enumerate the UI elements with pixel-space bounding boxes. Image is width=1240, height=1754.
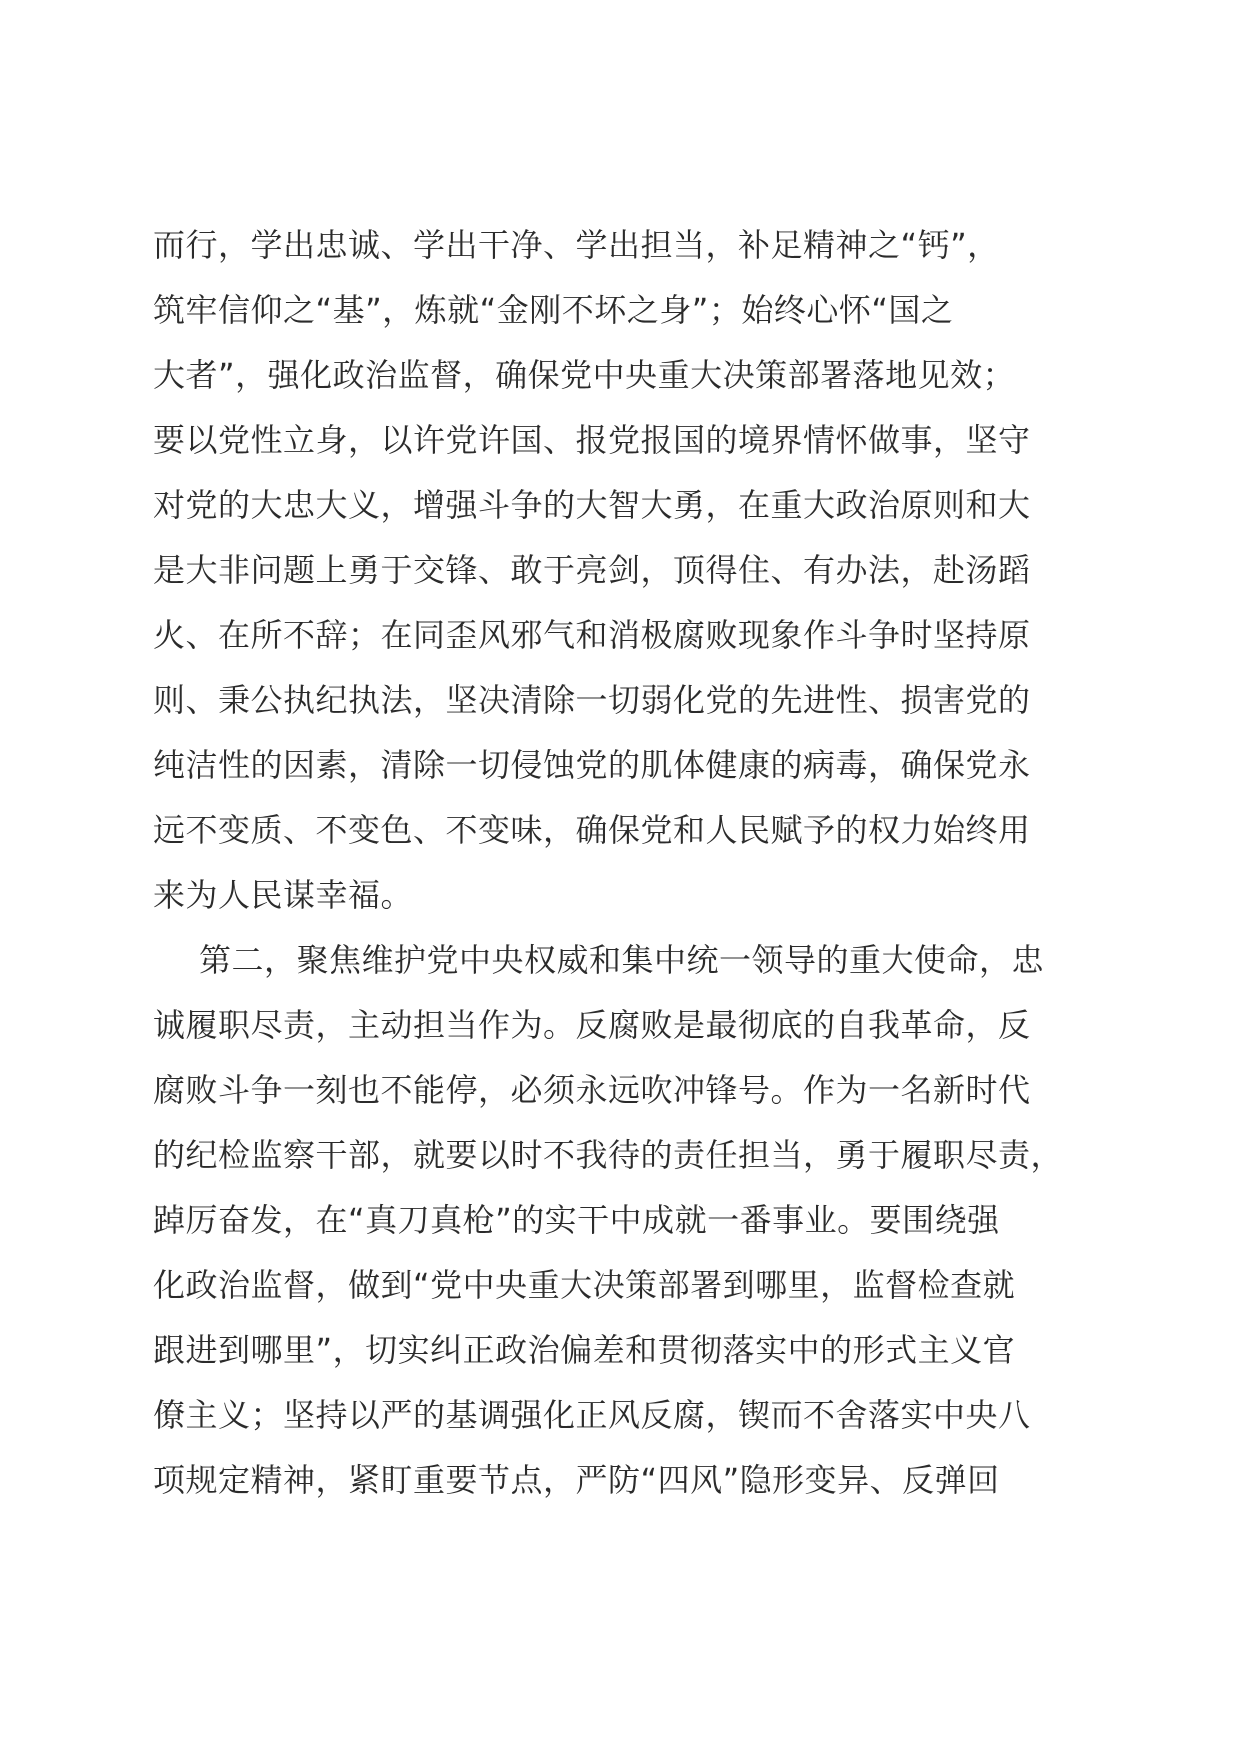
text-line: 僚主义；坚持以严的基调强化正风反腐，锲而不舍落实中央八 <box>153 1396 1031 1434</box>
text-line: 的纪检监察干部，就要以时不我待的责任担当，勇于履职尽责， <box>153 1136 1064 1174</box>
text-line: 大者”，强化政治监督，确保党中央重大决策部署落地见效； <box>153 356 1016 394</box>
text-line: 是大非问题上勇于交锋、敢于亮剑，顶得住、有办法，赴汤蹈 <box>153 551 1031 589</box>
text-line: 化政治监督，做到“党中央重大决策部署到哪里，监督检查就 <box>153 1266 1016 1304</box>
text-line: 要以党性立身，以许党许国、报党报国的境界情怀做事，坚守 <box>153 421 1031 459</box>
text-line: 筑牢信仰之“基”，炼就“金刚不坏之身”；始终心怀“国之 <box>153 291 954 329</box>
text-line: 对党的大忠大义，增强斗争的大智大勇，在重大政治原则和大 <box>153 486 1031 524</box>
text-line: 项规定精神，紧盯重要节点，严防“四风”隐形变异、反弹回 <box>153 1461 1000 1499</box>
text-line: 来为人民谋幸福。 <box>153 876 414 914</box>
text-line: 诚履职尽责，主动担当作为。反腐败是最彻底的自我革命，反 <box>153 1006 1031 1044</box>
text-line: 则、秉公执纪执法，坚决清除一切弱化党的先进性、损害党的 <box>153 681 1031 719</box>
body-text <box>153 213 1113 1513</box>
text-line: 而行，学出忠诚、学出干净、学出担当，补足精神之“钙”， <box>153 226 1000 264</box>
text-line: 跟进到哪里”，切实纠正政治偏差和贯彻落实中的形式主义官 <box>153 1331 1016 1369</box>
text-line: 纯洁性的因素，清除一切侵蚀党的肌体健康的病毒，确保党永 <box>153 746 1031 784</box>
text-line: 火、在所不辞；在同歪风邪气和消极腐败现象作斗争时坚持原 <box>153 616 1031 654</box>
text-line: 远不变质、不变色、不变味，确保党和人民赋予的权力始终用 <box>153 811 1031 849</box>
text-line: 踔厉奋发，在“真刀真枪”的实干中成就一番事业。要围绕强 <box>153 1201 1000 1239</box>
text-line: 腐败斗争一刻也不能停，必须永远吹冲锋号。作为一名新时代 <box>153 1071 1031 1109</box>
paragraph-start-line: 第二，聚焦维护党中央权威和集中统一领导的重大使命，忠 <box>199 941 1045 979</box>
